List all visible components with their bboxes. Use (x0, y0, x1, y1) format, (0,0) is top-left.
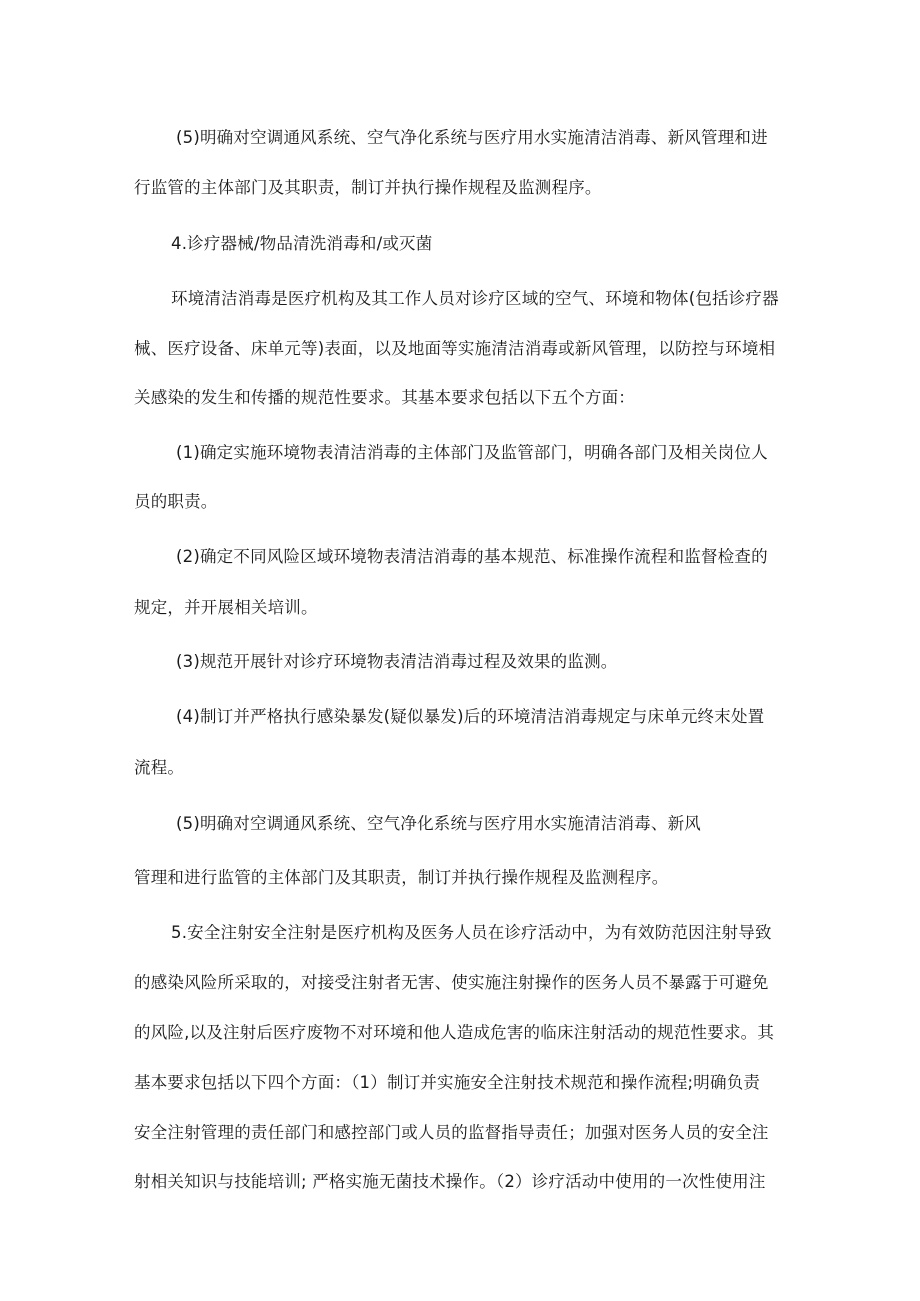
paragraph-line: 射相关知识与技能培训; 严格实施无菌技术操作。（2）诊疗活动中使用的一次性使用注 (134, 1172, 766, 1191)
paragraph-line: 环境清洁消毒是医疗机构及其工作人员对诊疗区域的空气、环境和物体(包括诊疗器 (171, 289, 779, 308)
paragraph-line: 关感染的发生和传播的规范性要求。其基本要求包括以下五个方面： (134, 388, 635, 407)
paragraph-line: 的风险,以及注射后医疗废物不对环境和他人造成危害的临床注射活动的规范性要求。其 (134, 1023, 775, 1042)
paragraph-line: 基本要求包括以下四个方面：（1）制订并实施安全注射技术规范和操作流程;明确负责 (134, 1073, 761, 1092)
paragraph-line: 安全注射管理的责任部门和感控部门或人员的监督指导责任；加强对医务人员的安全注 (134, 1123, 769, 1142)
paragraph-line: (3)规范开展针对诊疗环境物表清洁消毒过程及效果的监测。 (176, 652, 618, 671)
section-heading: 4.诊疗器械/物品清洗消毒和/或灭菌 (171, 234, 433, 253)
paragraph-line: 管理和进行监管的主体部门及其职责，制订并执行操作规程及监测程序。 (134, 868, 669, 887)
paragraph-line: 械、医疗设备、床单元等)表面，以及地面等实施清洁消毒或新风管理，以防控与环境相 (134, 339, 776, 358)
paragraph-line: (5)明确对空调通风系统、空气净化系统与医疗用水实施清洁消毒、新风管理和进 (176, 128, 768, 147)
paragraph-line: (5)明确对空调通风系统、空气净化系统与医疗用水实施清洁消毒、新风 (176, 814, 701, 833)
paragraph-line: 流程。 (134, 758, 185, 777)
paragraph-line: 的感染风险所采取的，对接受注射者无害、使实施注射操作的医务人员不暴露于可避免 (134, 973, 769, 992)
paragraph-line: 行监管的主体部门及其职责，制订并执行操作规程及监测程序。 (134, 178, 602, 197)
paragraph-line: (1)确定实施环境物表清洁消毒的主体部门及监管部门，明确各部门及相关岗位人 (176, 443, 768, 462)
paragraph-line: 员的职责。 (134, 492, 218, 511)
paragraph-line: 5.安全注射安全注射是医疗机构及医务人员在诊疗活动中，为有效防范因注射导致 (171, 923, 772, 942)
paragraph-line: (4)制订并严格执行感染暴发(疑似暴发)后的环境清洁消毒规定与床单元终末处置 (176, 707, 765, 726)
paragraph-line: 规定，并开展相关培训。 (134, 598, 318, 617)
paragraph-line: (2)确定不同风险区域环境物表清洁消毒的基本规范、标准操作流程和监督检查的 (176, 547, 768, 566)
